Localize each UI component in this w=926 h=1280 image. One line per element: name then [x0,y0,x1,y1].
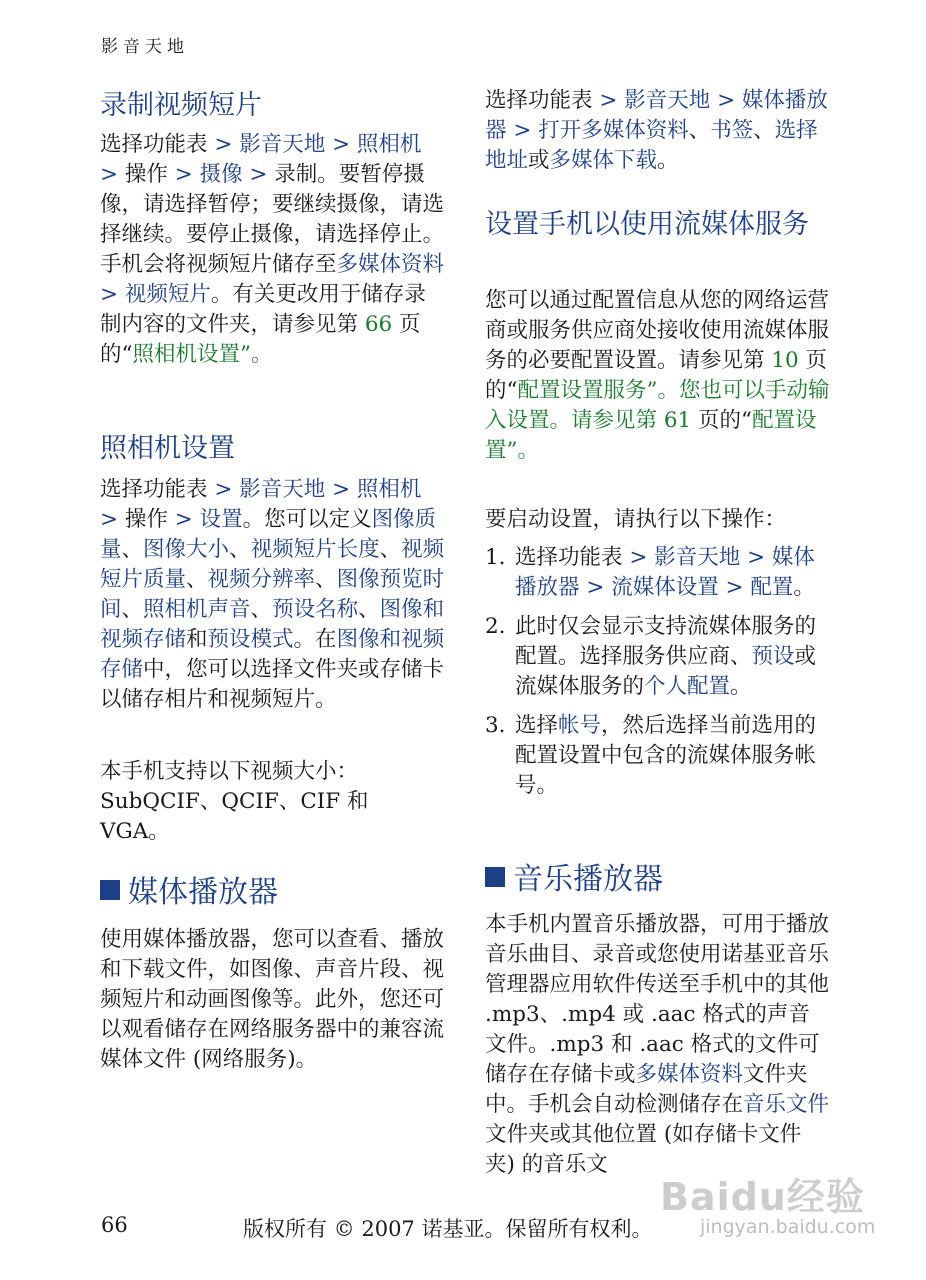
para-camera-settings: 选择功能表 > 影音天地 > 照相机 > 操作 > 设置。您可以定义图像质量、图像大小、视频短片长度、视频短片质量、视频分辨率、图像预览时间、照相机声音、预设名称、图像和视频存储和预设模式。在图像和视频存储中，您可以选择文件夹或存储卡以储存相片和视频短片。 [100,477,445,712]
para-media-player-menu: 选择功能表 > 影音天地 > 媒体播放器 > 打开多媒体资料、书签、选择地址或多媒体下载。 [485,88,828,173]
heading-media-player: 媒体播放器 [100,874,445,912]
link-config-service[interactable]: 配置设置服务 [517,378,647,403]
step-2: 2. 此时仅会显示支持流媒体服务的配置。选择服务供应商、预设或流媒体服务的个人配置。 [485,614,817,699]
heading-streaming-setup: 设置手机以使用流媒体服务 [485,209,809,240]
step-3: 3. 选择帐号，然后选择当前选用的配置设置中包含的流媒体服务帐号。 [485,713,817,798]
page-number: 66 [101,1213,128,1237]
baidu-watermark-url: jingyan.baidu.com [700,1216,876,1238]
baidu-watermark-logo: Baidu经验 [660,1175,865,1219]
para-music-player: 本手机内置音乐播放器，可用于播放音乐曲目、录音或您使用诺基亚音乐管理器应用软件传送至手机中的其他 .mp3、.mp4 或 .aac 格式的声音文件。.mp3 和 .aac 格式的文件可储存在存储卡或多媒体资料文件夹中。手机会自动检测储存在音乐文件文件夹或其他位置 (如存储卡文件夹) 的音乐文 [485,912,830,1177]
section-square-icon [485,867,505,887]
heading-music-player: 音乐播放器 [485,861,830,899]
link-camera-settings[interactable]: 照相机设置 [132,342,241,367]
running-header: 影音天地 [101,37,189,57]
para-record-video: 选择功能表 > 影音天地 > 照相机 > 操作 > 摄像 > 录制。要暂停摄像，请选择暂停；要继续摄像，请选择继续。要停止摄像，请选择停止。手机会将视频短片储存至多媒体资料 > 视频短片。有关更改用于储存录制内容的文件夹，请参见第 66 页的“照相机设置”。 [100,132,445,367]
copyright-notice: 版权所有 © 2007 诺基亚。保留所有权利。 [243,1217,653,1241]
para-streaming-config: 您可以通过配置信息从您的网络运营商或服务供应商处接收使用流媒体服务的必要配置设置。请参见第 10 页的“配置设置服务”。您也可以手动输入设置。请参见第 61 页的“配置设置”。 [485,288,830,463]
setup-steps-list [485,543,830,810]
heading-camera-settings: 照相机设置 [100,433,235,464]
section-square-icon [100,880,120,900]
heading-record-video: 录制视频短片 [100,90,262,121]
para-media-player: 使用媒体播放器，您可以查看、播放和下载文件，如图像、声音片段、视频短片和动画图像等。此外，您还可以观看储存在网络服务器中的兼容流媒体文件 (网络服务)。 [100,927,445,1072]
para-start-setup: 要启动设置，请执行以下操作： [485,507,787,532]
step-1: 1. 选择功能表 > 影音天地 > 媒体播放器 > 流媒体设置 > 配置。 [485,545,815,600]
para-video-sizes: 本手机支持以下视频大小：SubQCIF、QCIF、CIF 和 VGA。 [100,759,369,844]
link-config-settings[interactable]: 配置设置 [485,408,817,463]
